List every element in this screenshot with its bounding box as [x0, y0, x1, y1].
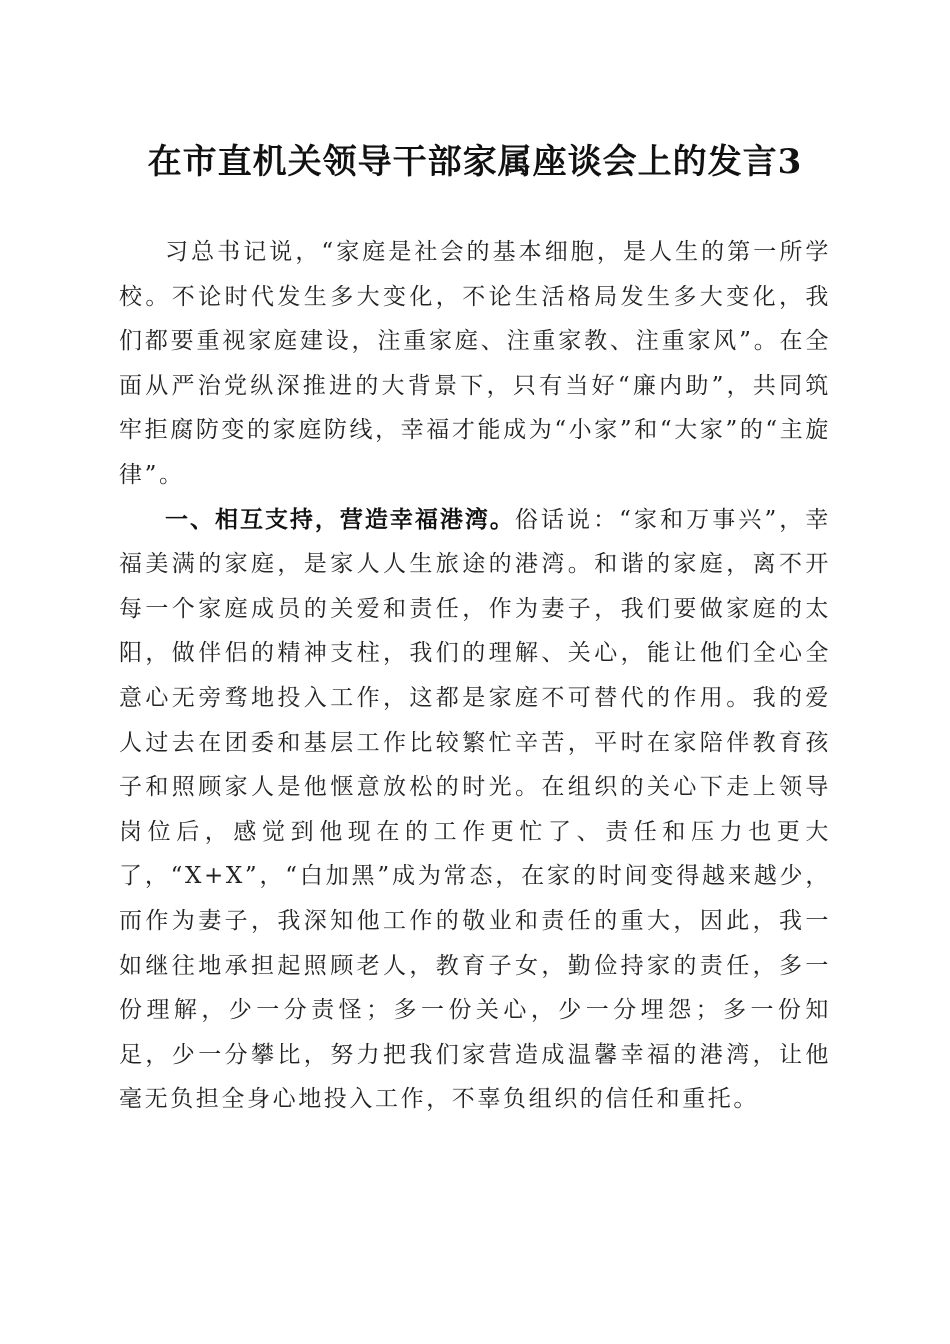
paragraph-intro-text: 习总书记说，“家庭是社会的基本细胞，是人生的第一所学校。不论时代发生多大变化，不论生活格局发生多大变化，我们都要重视家庭建设，注重家庭、注重家教、注重家风”。在全面从严治党纵深推进的大背景下，只有当好“廉内助”，共同筑牢拒腐防变的家庭防线，幸福才能成为“小家”和“大家”的“主旋律”。: [119, 239, 831, 488]
document-title: 在市直机关领导干部家属座谈会上的发言3: [147, 142, 803, 182]
document-body: [119, 230, 831, 1122]
section-one-text: 俗话说：“家和万事兴”，幸福美满的家庭，是家人人生旅途的港湾。和谐的家庭，离不开每一个家庭成员的关爱和责任，作为妻子，我们要做家庭的太阳，做伴侣的精神支柱，我们的理解、关心，能让他们全心全意心无旁骛地投入工作，这都是家庭不可替代的作用。我的爱人过去在团委和基层工作比较繁忙辛苦，平时在家陪伴教育孩子和照顾家人是他惬意放松的时光。在组织的关心下走上领导岗位后，感觉到他现在的工作更忙了、责任和压力也更大了，“X+X”，“白加黑”成为常态，在家的时间变得越来越少，而作为妻子，我深知他工作的敬业和责任的重大，因此，我一如继往地承担起照顾老人，教育子女，勤俭持家的责任，多一份理解，少一分责怪；多一份关心，少一分埋怨；多一份知足，少一分攀比，努力把我们家营造成温馨幸福的港湾，让他毫无负担全身心地投入工作，不辜负组织的信任和重托。: [119, 506, 831, 1113]
paragraph-section-one: [119, 498, 831, 1122]
section-one-heading: 一、相互支持，营造幸福港湾。: [165, 506, 515, 533]
paragraph-intro: [119, 230, 831, 498]
